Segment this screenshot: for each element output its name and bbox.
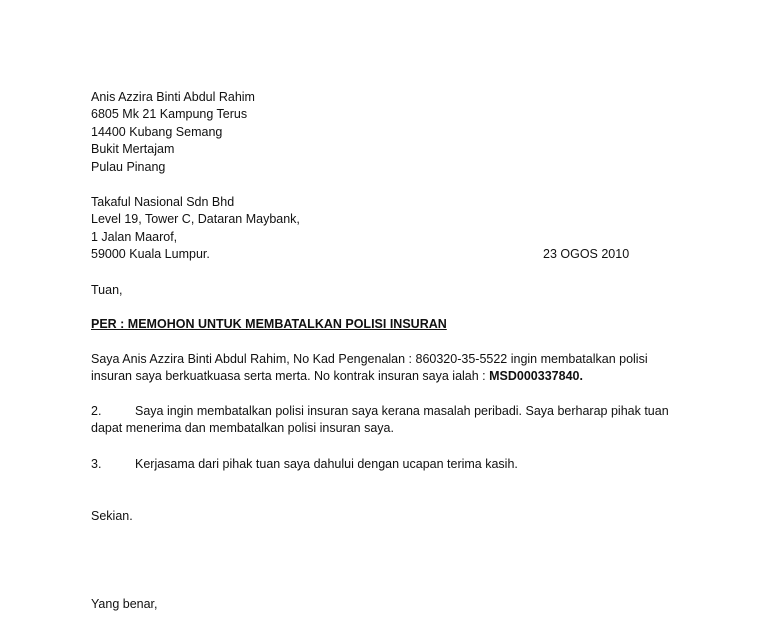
letter-date: 23 OGOS 2010 xyxy=(543,247,630,261)
recipient-line: 1 Jalan Maarof, xyxy=(91,229,178,244)
paragraph-3-text: Kerjasama dari pihak tuan saya dahului dengan ucapan terima kasih. xyxy=(135,457,518,471)
sender-address-line: Bukit Mertajam xyxy=(91,142,175,157)
subject-line: PER : MEMOHON UNTUK MEMBATALKAN POLISI INSURAN xyxy=(91,317,447,331)
sender-name: Anis Azzira Binti Abdul Rahim xyxy=(91,90,255,104)
paragraph-2-text: Saya ingin membatalkan polisi insuran saya kerana masalah peribadi. Saya berharap pihak tuan dapat menerima dan membatalkan polisi insuran saya. xyxy=(91,404,669,436)
sender-address xyxy=(91,89,255,176)
recipient-line: 59000 Kuala Lumpur. xyxy=(91,247,210,262)
paragraph-1-text: Saya Anis Azzira Binti Abdul Rahim, No Kad Pengenalan : 860320-35-5522 ingin membatalkan polisi insuran saya berkuatkuasa serta merta. No kontrak insuran saya ialah : xyxy=(91,352,648,384)
paragraph-2 xyxy=(91,403,681,438)
paragraph-1 xyxy=(91,351,681,386)
signoff: Yang benar, xyxy=(91,597,158,611)
sender-address-line: 6805 Mk 21 Kampung Terus xyxy=(91,107,248,122)
paragraph-3-number: 3. xyxy=(91,457,102,471)
recipient-line: Takaful Nasional Sdn Bhd xyxy=(91,195,235,209)
sender-address-line: 14400 Kubang Semang xyxy=(91,124,223,139)
recipient-address xyxy=(91,194,300,264)
salutation: Tuan, xyxy=(91,283,123,297)
paragraph-3 xyxy=(91,456,681,473)
paragraph-2-number: 2. xyxy=(91,404,102,418)
recipient-line: Level 19, Tower C, Dataran Maybank, xyxy=(91,212,300,227)
sender-address-line: Pulau Pinang xyxy=(91,159,166,174)
closing: Sekian. xyxy=(91,509,133,523)
contract-number: MSD000337840. xyxy=(489,369,583,384)
